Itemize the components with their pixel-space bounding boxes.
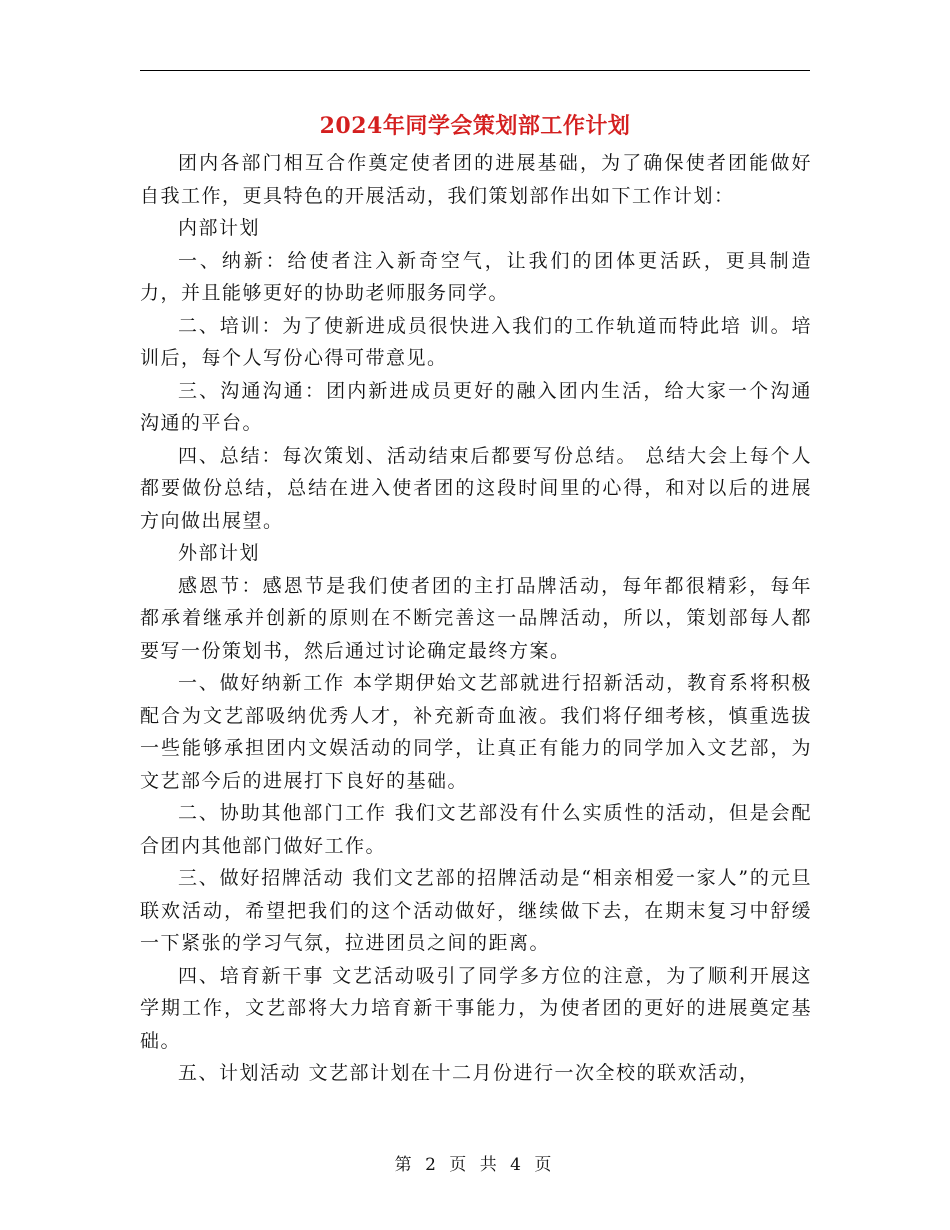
paragraph-recruitment-work: 一、做好纳新工作 本学期伊始文艺部就进行招新活动，教育系将积极配合为文艺部吸纳优秀人才，补充新奇血液。我们将仔细考核，慎重选拔一些能够承担团内文娱活动的同学，让真正有能力的同学加入文艺部，为文艺部今后的进展打下良好的基础。 bbox=[140, 672, 812, 792]
paragraph-assist-departments: 二、协助其他部门工作 我们文艺部没有什么实质性的活动，但是会配合团内其他部门做好工作。 bbox=[140, 802, 812, 857]
paragraph-signature-activity: 三、做好招牌活动 我们文艺部的招牌活动是“相亲相爱一家人”的元旦联欢活动，希望把我们的这个活动做好，继续做下去，在期末复习中舒缓一下紧张的学习气氛，拉进团员之间的距离。 bbox=[140, 867, 812, 954]
paragraph-thanksgiving: 感恩节：感恩节是我们使者团的主打品牌活动，每年都很精彩，每年都承着继承并创新的原则在不断完善这一品牌活动，所以，策划部每人都要写一份策划书，然后通过讨论确定最终方案。 bbox=[140, 574, 812, 662]
paragraph-training: 二、培训：为了使新进成员很快进入我们的工作轨道而特此培 训。培训后，每个人写份心得可带意见。 bbox=[140, 314, 812, 369]
paragraph-planned-activity: 五、计划活动 文艺部计划在十二月份进行一次全校的联欢活动， bbox=[178, 1062, 760, 1084]
document-title: 2024年同学会策划部工作计划 bbox=[319, 113, 631, 139]
page-number: 第 2 页 共 4 页 bbox=[394, 1155, 556, 1175]
document-body bbox=[140, 147, 812, 1090]
paragraph-summary: 四、总结：每次策划、活动结束后都要写份总结。 总结大会上每个人都要做份总结，总结在进入使者团的这段时间里的心得，和对以后的进展方向做出展望。 bbox=[140, 444, 812, 532]
heading-internal-plan: 内部计划 bbox=[178, 217, 261, 239]
paragraph-recruit: 一、纳新：给使者注入新奇空气，让我们的团体更活跃，更具制造力，并且能够更好的协助老师服务同学。 bbox=[140, 249, 812, 304]
paragraph-intro: 团内各部门相互合作奠定使者团的进展基础，为了确保使者团能做好自我工作，更具特色的开展活动，我们策划部作出如下工作计划： bbox=[140, 152, 812, 207]
heading-external-plan: 外部计划 bbox=[178, 542, 261, 564]
paragraph-communication: 三、沟通沟通：团内新进成员更好的融入团内生活，给大家一个沟通沟通的平台。 bbox=[140, 379, 812, 434]
header-rule bbox=[140, 70, 810, 71]
paragraph-new-staff: 四、培育新干事 文艺活动吸引了同学多方位的注意，为了顺利开展这学期工作，文艺部将大力培育新干事能力，为使者团的更好的进展奠定基础。 bbox=[140, 964, 812, 1052]
